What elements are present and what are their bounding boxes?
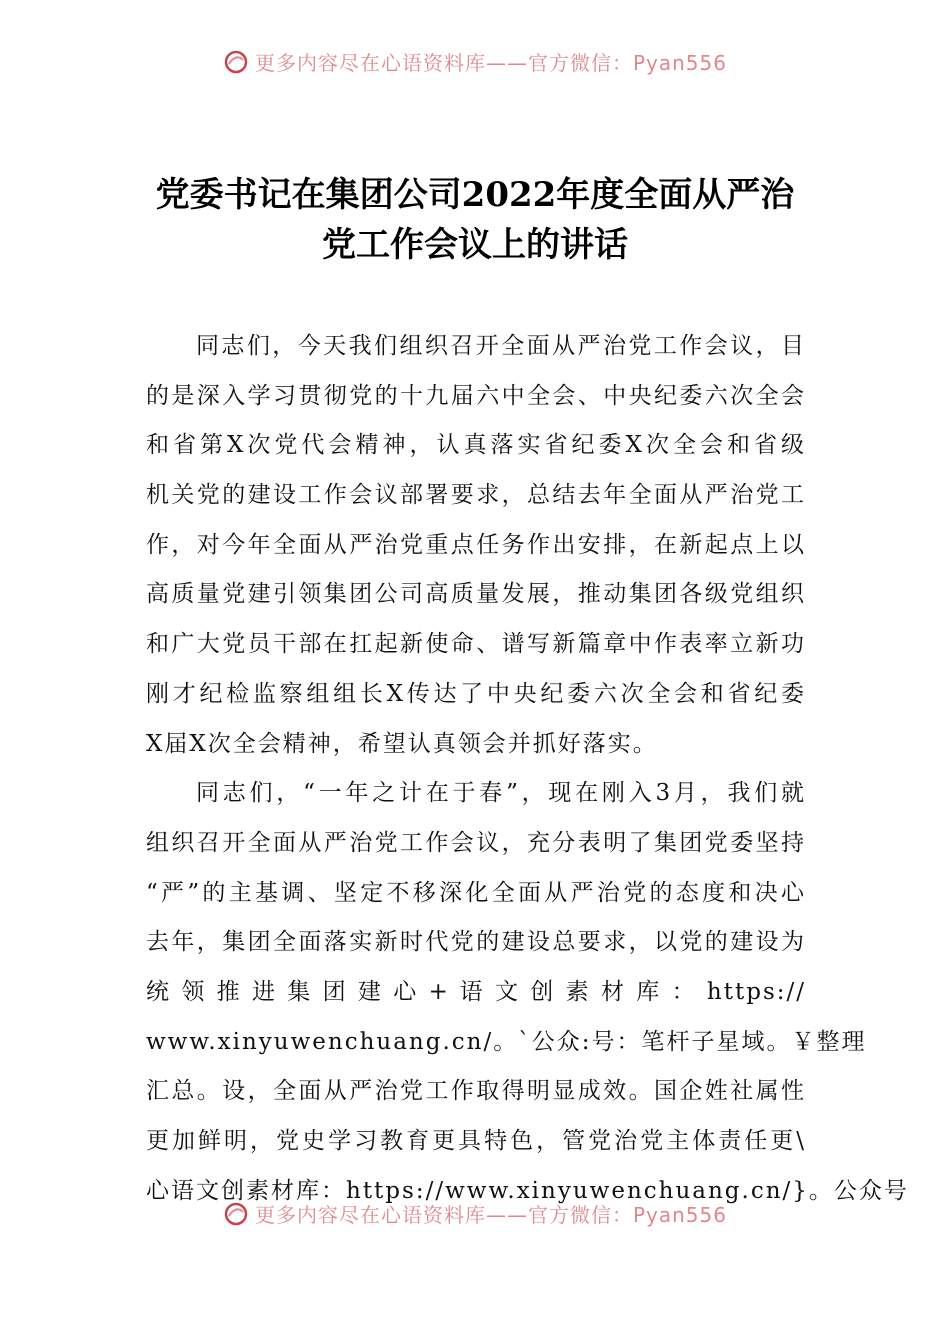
footer-watermark [0, 1203, 950, 1238]
title-line: 党委书记在集团公司2022年度全面从严治 [155, 175, 795, 215]
body-line: 的是深入学习贯彻党的十九届六中全会、中央纪委六次全会 [146, 382, 806, 409]
body-line: 同志们，今天我们组织召开全面从严治党工作会议，目 [196, 333, 806, 359]
body-line: 组织召开全面从严治党工作会议，充分表明了集团党委坚持 [146, 829, 806, 856]
body-line: X届X次全会精神，希望认真领会并抓好落实。 [146, 730, 658, 757]
body-line: 和广大党员干部在扛起新使命、谱写新篇章中作表率立新功 [146, 631, 806, 658]
body-line: 去年，集团全面落实新时代党的建设总要求，以党的建设为 [146, 929, 806, 956]
header-watermark [0, 51, 950, 86]
title-line: 党工作会议上的讲话 [322, 225, 628, 265]
body-line: 心语文创素材库：https://www.xinyuwenchuang.cn/}。公众号 [146, 1177, 909, 1204]
brand-logo-icon [223, 49, 249, 75]
body-line: 同志们，“一年之计在于春”，现在刚入3月，我们就 [196, 780, 806, 807]
brand-logo-icon [223, 1201, 249, 1227]
body-line: 更加鲜明，党史学习教育更具特色，管党治党主体责任更\ [146, 1128, 806, 1154]
document-body [146, 322, 909, 1216]
body-line: 刚才纪检监察组组长X传达了中央纪委六次全会和省纪委 [146, 680, 806, 707]
body-line: 和省第X次党代会精神，认真落实省纪委X次全会和省级 [146, 432, 806, 459]
document-title [120, 170, 830, 270]
header-watermark-text: 更多内容尽在心语资料库——官方微信：Pyan556 [254, 51, 727, 75]
footer-watermark-text: 更多内容尽在心语资料库——官方微信：Pyan556 [254, 1203, 727, 1227]
body-line: 高质量党建引领集团公司高质量发展，推动集团各级党组织 [146, 581, 806, 608]
body-line: 统 领 推 进 集 团 建 心 + 语 文 创 素 材 库 ： https:// [146, 978, 806, 1005]
body-line: “严”的主基调、坚定不移深化全面从严治党的态度和决心 [146, 879, 806, 906]
body-line: 汇总。设，全面从严治党工作取得明显成效。国企姓社属性 [146, 1078, 806, 1105]
body-line: 作，对今年全面从严治党重点任务作出安排，在新起点上以 [146, 531, 806, 558]
body-line: www.xinyuwenchuang.cn/。`公众:号：笔杆子星域。￥整理 [146, 1028, 867, 1055]
body-line: 机关党的建设工作会议部署要求，总结去年全面从严治党工 [146, 482, 806, 509]
